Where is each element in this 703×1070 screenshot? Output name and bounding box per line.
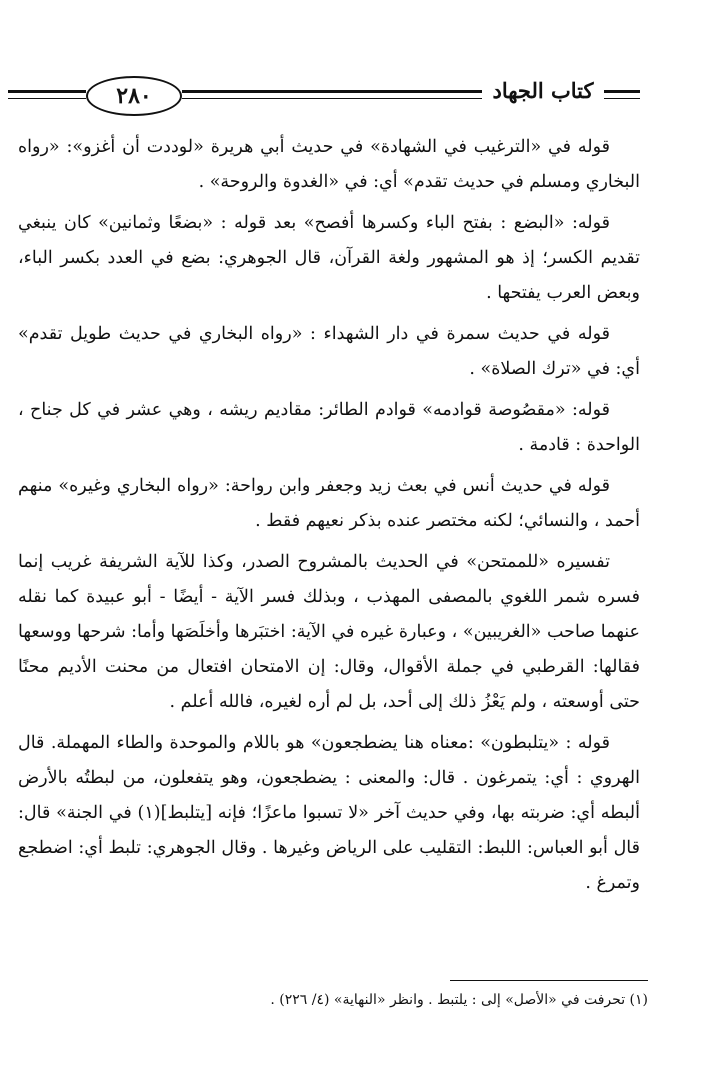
header-rule-left	[8, 90, 86, 93]
header-rule-middle-lower	[182, 98, 482, 99]
book-title: كتاب الجهاد	[492, 78, 594, 103]
paragraph-5: قوله في حديث أنس في بعث زيد وجعفر وابن رواحة: «رواه البخاري وغيره» منهم أحمد ، والنسائي؛ لكنه مختصر عنده بذكر نعيهم فقط .	[18, 476, 640, 531]
header-rule-left-lower	[8, 98, 86, 99]
page-header	[8, 72, 640, 122]
paragraph-6: تفسيره «للممتحن» في الحديث بالمشروح الصدر، وكذا للآية الشريفة غريب إنما فسره شمر اللغوي بالمصفى المهذب ، وبذلك فسر الآية - أيضًا - أبو عبيدة كما نقله عنهما صاحب «الغريبين» ، وعبارة غيره في الآية: اختبَرها وأخلَصَها وأما: شرحها ووسعها فقالها: القرطبي في جملة الأقوال، وقال: إن الامتحان افتعال من محنت الأديم محنًا حتى أوسعته ، ولم يَعْزُ ذلك إلى أحد، بل لم أره لغيره، فالله أعلم .	[18, 552, 640, 712]
paragraph-1: قوله في «الترغيب في الشهادة» في حديث أبي هريرة «لوددت أن أغزو»: «رواه البخاري ومسلم في حديث تقدم» أي: في «الغدوة والروحة» .	[18, 137, 640, 192]
header-rule-middle	[182, 90, 482, 93]
header-rule-right-lower	[604, 98, 640, 99]
page-number: ٢٨٠	[86, 76, 182, 116]
paragraph-3: قوله في حديث سمرة في دار الشهداء : «رواه البخاري في حديث طويل تقدم» أي: في «ترك الصلاة» .	[18, 324, 640, 379]
paragraph-4: قوله: «مقصُوصة قوادمه» قوادم الطائر: مقاديم ريشه ، وهي عشر في كل جناح ، الواحدة : قادمة .	[18, 400, 640, 455]
paragraph-7: قوله : «يتلبطون» :معناه هنا يضطجعون» هو باللام والموحدة والطاء المهملة. قال الهروي : أي: يتمرغون . قال: والمعنى : يضطجعون، وهو يتفعلون، من لبطتُه بالأرض ألبطه أي: ضربته بها، وفي حديث آخر «لا تسبوا ماعزًا؛ فإنه [يتلبط](١) في الجنة» قال: قال أبو العباس: اللبط: التقليب على الرياض وغيرها . وقال الجوهري: تلبط أي: اضطجع وتمرغ .	[18, 733, 640, 893]
footnote-divider	[450, 980, 648, 981]
footnote: (١) تحرفت في «الأصل» إلى : يلتبط . وانظر «النهاية» (٤/ ٢٢٦) .	[270, 992, 648, 1008]
header-rule-right	[604, 90, 640, 93]
main-text	[18, 130, 640, 907]
paragraph-2: قوله: «البضع : بفتح الباء وكسرها أفصح» بعد قوله : «بضعًا وثمانين» كان ينبغي تقديم الكسر؛ إذ هو المشهور ولغة القرآن، قال الجوهري: بضع في العدد بكسر الباء، وبعض العرب يفتحها .	[18, 213, 640, 303]
